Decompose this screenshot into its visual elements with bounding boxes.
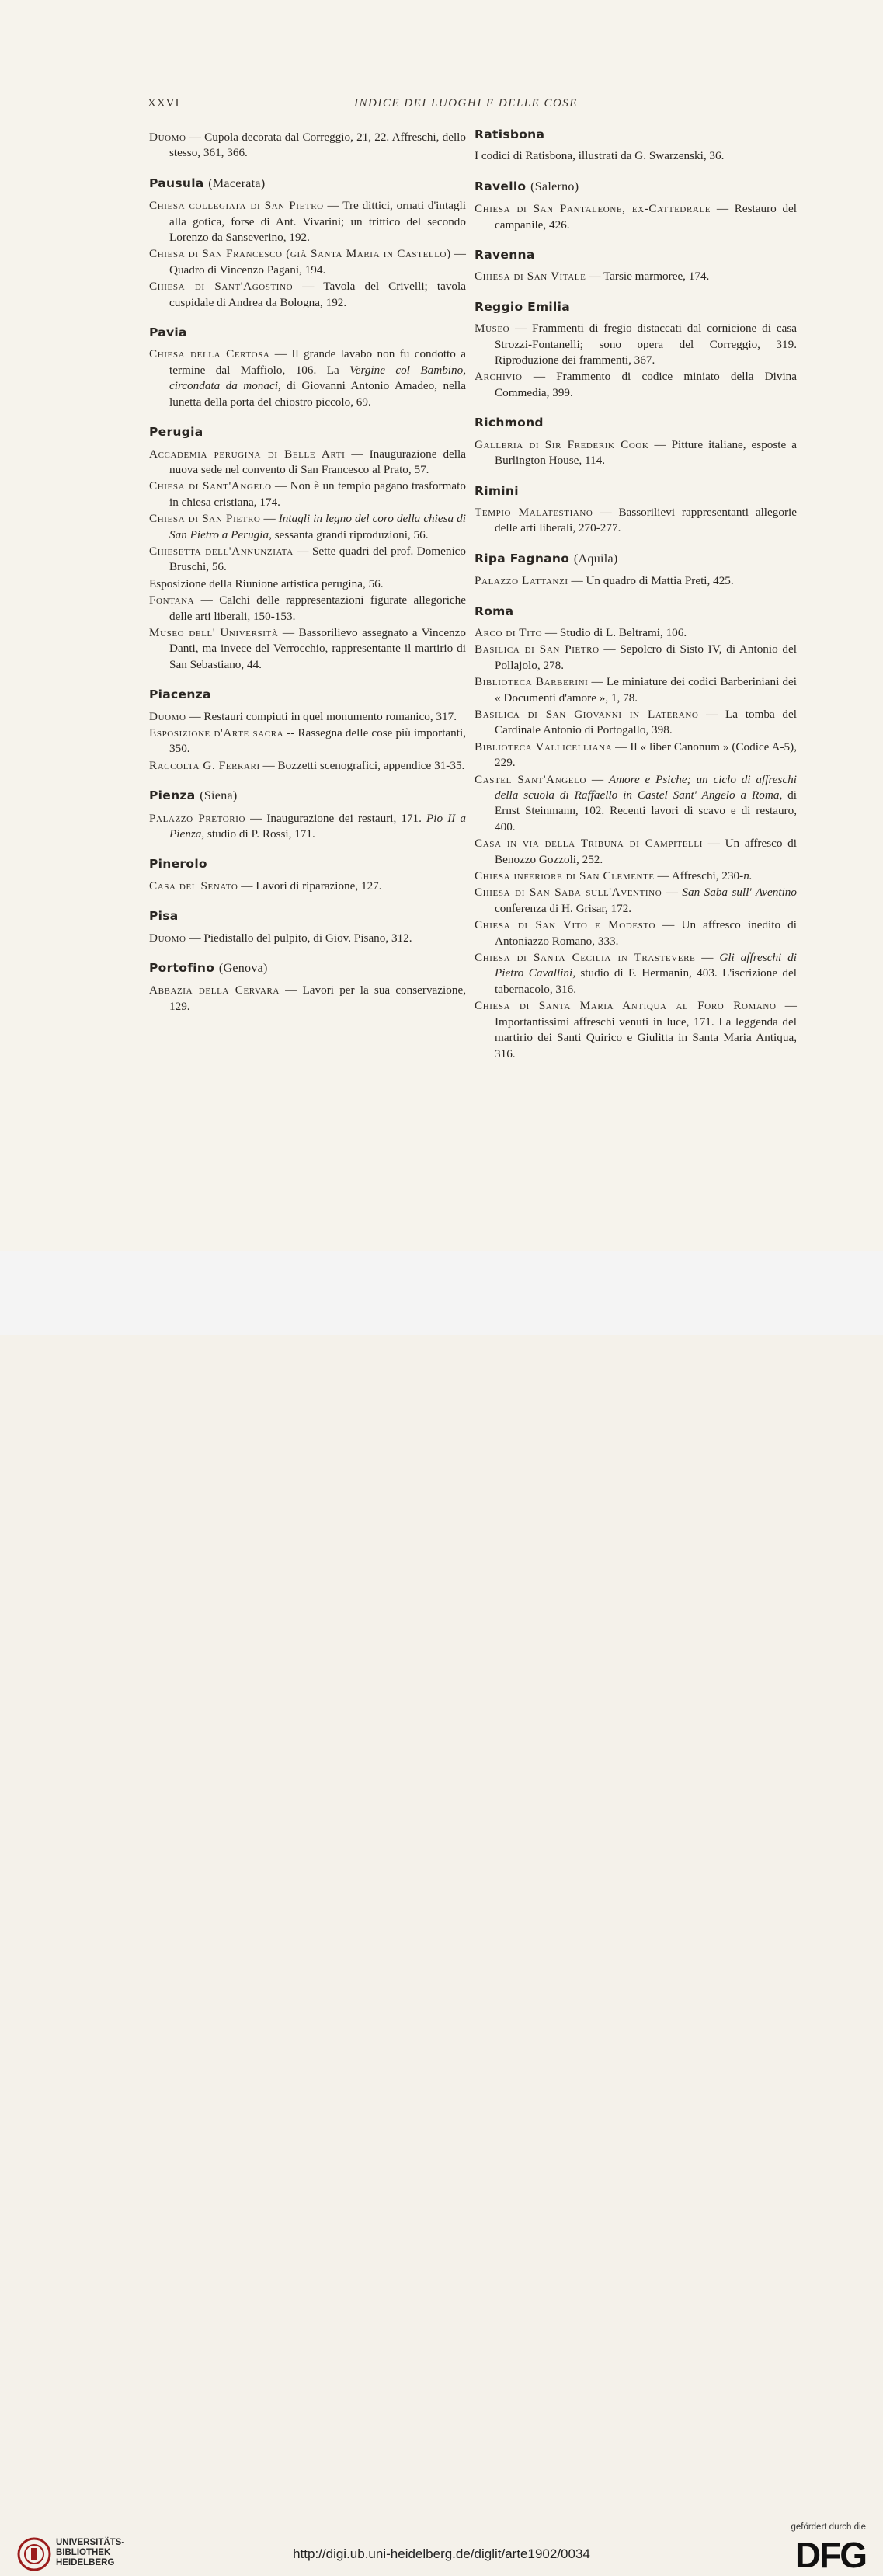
entry-label: Basilica di San Giovanni in Laterano — [475, 707, 699, 721]
entry-text: -- Rassegna delle cose più importanti, 350. — [169, 726, 466, 756]
entry-text: I codici di Ratisbona, illustrati da G. Swarzenski, 36. — [475, 149, 725, 163]
index-entry — [475, 201, 797, 233]
city-name: Pienza — [149, 788, 196, 803]
index-entry — [475, 950, 797, 997]
index-entry — [149, 479, 466, 510]
index-entry — [149, 593, 466, 625]
entry-text: — Frammenti di fregio distaccati dal cornicione di casa Strozzi-Fontanelli; sono opera del Correggio, 319. Riproduzione dei frammenti, 367. — [495, 322, 797, 367]
city-heading — [475, 551, 797, 567]
entry-text: — Inaugurazione dei restauri, 171. — [245, 811, 427, 825]
entry-text: — Affreschi, 230- — [654, 869, 744, 883]
entry-title: Vergine col Bambino, circondata da monaci, — [169, 363, 466, 393]
city-heading — [475, 247, 797, 263]
entry-label: Archivio — [475, 370, 523, 384]
index-entry — [149, 879, 466, 894]
entry-text-tail: conferenza di H. Grisar, 172. — [495, 901, 632, 915]
city-heading — [475, 127, 797, 142]
index-entry — [475, 573, 797, 589]
entry-label: Galleria di Sir Frederik Cook — [475, 437, 649, 451]
entry-title: Intagli in legno del coro della chiesa di San Pietro a Perugia, — [169, 512, 466, 541]
entry-text: — Tarsie marmoree, 174. — [586, 270, 710, 284]
entry-label: Chiesa di San Francesco (già Santa Maria in Castello) — [149, 247, 451, 261]
entry-label: Chiesa collegiata di San Pietro — [149, 199, 324, 213]
entry-title: n. — [743, 869, 753, 883]
entry-text: — Frammento di codice miniato della Divina Commedia, 399. — [495, 370, 797, 399]
city-heading — [149, 325, 466, 340]
city-name: Perugia — [149, 425, 203, 440]
index-entry — [149, 726, 466, 757]
entry-label: Tempio Malatestiano — [475, 505, 593, 519]
entry-text: — Lavori per la sua conservazione, 129. — [169, 983, 466, 1013]
entry-text: — Tavola del Crivelli; tavola cuspidale di Andrea da Bologna, 192. — [169, 280, 466, 309]
entry-text: Esposizione della Riunione artistica perugina, 56. — [149, 576, 384, 590]
index-entry — [475, 269, 797, 284]
footer-bar — [0, 1251, 883, 2575]
index-entry — [475, 369, 797, 401]
entry-text: — Un affresco di Benozzo Gozzoli, 252. — [495, 837, 797, 866]
index-entry — [149, 346, 466, 410]
entry-title: Amore e Psiche; un ciclo di affreschi della scuola di Raffaello in Castel Sant' Angelo a Roma, — [495, 772, 797, 802]
entry-text: — — [662, 886, 683, 900]
entry-label: Chiesa di San Pietro — [149, 512, 261, 526]
province-name: (Salerno) — [530, 179, 579, 193]
city-heading — [475, 415, 797, 430]
index-entry — [475, 869, 797, 884]
entry-label: Museo dell' Università — [149, 625, 279, 639]
entry-label: Chiesa di San Vito e Modesto — [475, 918, 656, 932]
source-url[interactable]: http://digi.ub.uni-heidelberg.de/diglit/arte1902/0034 — [293, 2546, 590, 2561]
entry-text: — Sette quadri del prof. Domenico Bruschi, 56. — [169, 544, 466, 574]
index-entry — [149, 931, 466, 946]
entry-label: Chiesa di Santa Cecilia in Trastevere — [475, 951, 696, 965]
index-entry — [149, 576, 466, 592]
city-name: Pisa — [149, 909, 179, 924]
index-entry — [475, 740, 797, 771]
entry-label: Abbazia della Cervara — [149, 983, 280, 997]
city-heading — [149, 424, 466, 440]
index-entry — [475, 836, 797, 868]
entry-label: Accademia perugina di Belle Arti — [149, 447, 346, 461]
entry-text: — Sepolcro di Sisto IV, di Antonio del Pollajolo, 278. — [495, 642, 797, 672]
city-name: Pinerolo — [149, 857, 207, 872]
entry-text: — Non è un tempio pagano trasformato in chiesa cristiana, 174. — [169, 479, 466, 509]
entry-label: Chiesa di San Vitale — [475, 270, 586, 284]
index-entry — [149, 709, 466, 725]
entry-label: Basilica di San Pietro — [475, 642, 600, 656]
index-entry — [475, 321, 797, 368]
entry-label: Casa del Senato — [149, 879, 238, 893]
entry-text: — Importantissimi affreschi venuti in luce, 171. La leggenda del martirio dei Santi Quirico e Giulitta in Santa Maria Antiqua, 316. — [495, 999, 797, 1060]
city-name: Portofino — [149, 961, 215, 976]
index-entry — [475, 674, 797, 706]
entry-text: — Bassorilievo assegnato a Vincenzo Danti, ma invece del Verrocchio, rappresentante il martirio di San Sebastiano, 44. — [169, 625, 466, 671]
entry-text-tail: di Ernst Steinmann, 102. Recenti lavori di scavo e di restauro, 400. — [495, 788, 797, 834]
entry-text: — Bassorilievi rappresentanti allegorie delle arti liberali, 270-277. — [495, 505, 797, 535]
entry-label: Biblioteca Vallicelliana — [475, 740, 613, 754]
index-entry — [149, 544, 466, 576]
entry-label: Chiesa di San Saba sull'Aventino — [475, 886, 662, 900]
index-entry — [149, 447, 466, 479]
city-heading — [475, 299, 797, 315]
entry-text-tail: sessanta grandi riproduzioni, 56. — [271, 527, 429, 541]
city-heading — [149, 856, 466, 872]
entry-text: — Lavori di riparazione, 127. — [238, 879, 382, 893]
page-title: INDICE DEI LUOGHI E DELLE COSE — [354, 97, 578, 110]
page-number: XXVI — [148, 97, 180, 110]
left-column — [149, 130, 466, 1015]
entry-label: Chiesa di Sant'Agostino — [149, 280, 294, 294]
city-name: Ripa Fagnano — [475, 551, 570, 566]
index-entry — [475, 437, 797, 469]
entry-text: — Calchi delle rappresentazioni figurate allegoriche delle arti liberali, 150-153. — [169, 594, 466, 623]
scanned-page — [0, 0, 883, 1251]
entry-text: — Le miniature dei codici Barberiniani dei « Documenti d'amore », 1, 78. — [495, 675, 798, 705]
entry-text: — — [695, 951, 720, 965]
city-heading — [149, 960, 466, 976]
index-entry — [475, 642, 797, 674]
sponsor-label: gefördert durch die — [791, 2522, 866, 2532]
entry-text: — Un quadro di Mattia Preti, 425. — [568, 574, 734, 588]
entry-label: Chiesa di San Pantaleone, ex-Cattedrale — [475, 202, 711, 216]
entry-text: — Il grande lavabo non fu condotto a termine dal Maffiolo, 106. La — [169, 347, 466, 377]
city-heading — [475, 604, 797, 619]
entry-text: — Studio di L. Beltrami, 106. — [542, 625, 687, 639]
entry-title: Pio II a Pienza, — [169, 811, 466, 841]
city-name: Roma — [475, 604, 514, 618]
entry-text: — Un affresco inedito di Antoniazzo Romano, 333. — [495, 918, 797, 948]
entry-text-tail: di Giovanni Antonio Amadeo, nella lunetta della porta del chiostro piccolo, 69. — [169, 379, 466, 409]
index-entry — [475, 625, 797, 641]
city-name: Rimini — [475, 483, 519, 498]
entry-label: Duomo — [149, 709, 186, 723]
entry-label: Chiesa inferiore di San Clemente — [475, 869, 655, 883]
index-entry — [149, 983, 466, 1015]
right-column — [475, 127, 797, 1063]
institution-name: UNIVERSITÄTS- BIBLIOTHEK HEIDELBERG — [56, 2538, 125, 2567]
entry-text: — Restauro del campanile, 426. — [495, 202, 798, 231]
entry-text-tail: studio di P. Rossi, 171. — [204, 827, 315, 841]
entry-label: Chiesa di Santa Maria Antiqua al Foro Romano — [475, 999, 777, 1013]
city-name: Pausula — [149, 176, 204, 190]
index-entry — [475, 772, 797, 836]
entry-text: — Bozzetti scenografici, appendice 31-35. — [259, 758, 465, 772]
city-name: Ratisbona — [475, 127, 545, 141]
province-name: (Macerata) — [208, 176, 266, 190]
entry-label: Duomo — [149, 131, 186, 144]
entry-label: Arco di Tito — [475, 625, 543, 639]
entry-label: Chiesa della Certosa — [149, 347, 270, 361]
city-heading — [149, 788, 466, 804]
city-name: Ravello — [475, 179, 527, 193]
entry-text: — Quadro di Vincenzo Pagani, 194. — [169, 247, 466, 277]
city-name: Piacenza — [149, 688, 211, 702]
entry-text: — Pitture italiane, esposte a Burlington House, 114. — [495, 437, 797, 468]
city-name: Pavia — [149, 325, 187, 340]
city-heading — [475, 179, 797, 195]
city-heading — [149, 908, 466, 924]
entry-text: — Piedistallo del pulpito, di Giov. Pisano, 312. — [186, 931, 412, 945]
index-entry — [149, 811, 466, 843]
entry-title: San Saba sull' Aventino — [682, 886, 797, 900]
index-entry — [475, 885, 797, 917]
entry-label: Biblioteca Barberini — [475, 675, 589, 689]
index-entry — [149, 758, 466, 774]
index-entry — [149, 198, 466, 245]
entry-text-tail: studio di F. Hermanin, 403. L'iscrizione del tabernacolo, 316. — [495, 966, 797, 996]
entry-text: — Il « liber Canonum » (Codice A-5), 229. — [495, 740, 797, 770]
entry-label: Castel Sant'Angelo — [475, 772, 586, 786]
entry-text: — La tomba del Cardinale Antonio di Portogallo, 398. — [495, 707, 797, 737]
index-entry — [475, 998, 797, 1062]
entry-text: — — [260, 512, 279, 526]
province-name: (Genova) — [218, 962, 268, 976]
entry-label: Esposizione d'Arte sacra — [149, 726, 284, 740]
entry-label: Palazzo Pretorio — [149, 811, 246, 825]
index-entry — [149, 511, 466, 543]
index-entry — [475, 917, 797, 949]
entry-label: Duomo — [149, 931, 186, 945]
city-name: Ravenna — [475, 248, 535, 263]
entry-label: Fontana — [149, 594, 195, 607]
index-entry — [475, 505, 797, 537]
entry-text: — Inaugurazione della nuova sede nel convento di San Francesco al Prato, 57. — [169, 447, 466, 476]
index-entry — [149, 246, 466, 278]
entry-label: Casa in via della Tribuna di Campitelli — [475, 837, 703, 851]
entry-text: — Cupola decorata dal Correggio, 21, 22. Affreschi, dello stesso, 361, 366. — [169, 131, 466, 160]
city-heading — [149, 176, 466, 192]
index-entry — [475, 707, 797, 739]
entry-label: Raccolta G. Ferrari — [149, 758, 260, 772]
index-entry — [149, 625, 466, 673]
index-entry — [149, 279, 466, 311]
city-heading — [475, 483, 797, 499]
dfg-logo: DFG — [794, 2535, 866, 2575]
entry-text: — — [586, 772, 609, 786]
entry-text: — Tre dittici, ornati d'intagli alla gotica, forse di Ant. Vivarini; un trittico del secondo Lorenzo da Sanseverino, 192. — [169, 199, 466, 245]
index-entry — [149, 130, 466, 162]
city-heading — [149, 687, 466, 702]
index-entry — [475, 148, 797, 164]
city-name: Reggio Emilia — [475, 299, 571, 314]
entry-label: Museo — [475, 322, 510, 336]
province-name: (Siena) — [200, 789, 238, 803]
entry-title: Gli affreschi di Pietro Cavallini, — [495, 951, 797, 980]
entry-label: Chiesa di Sant'Angelo — [149, 479, 272, 493]
province-name: (Aquila) — [573, 552, 618, 566]
entry-text: — Restauri compiuti in quel monumento romanico, 317. — [186, 709, 457, 723]
entry-label: Palazzo Lattanzi — [475, 574, 568, 588]
entry-label: Chiesetta dell'Annunziata — [149, 544, 294, 558]
city-name: Richmond — [475, 416, 544, 430]
